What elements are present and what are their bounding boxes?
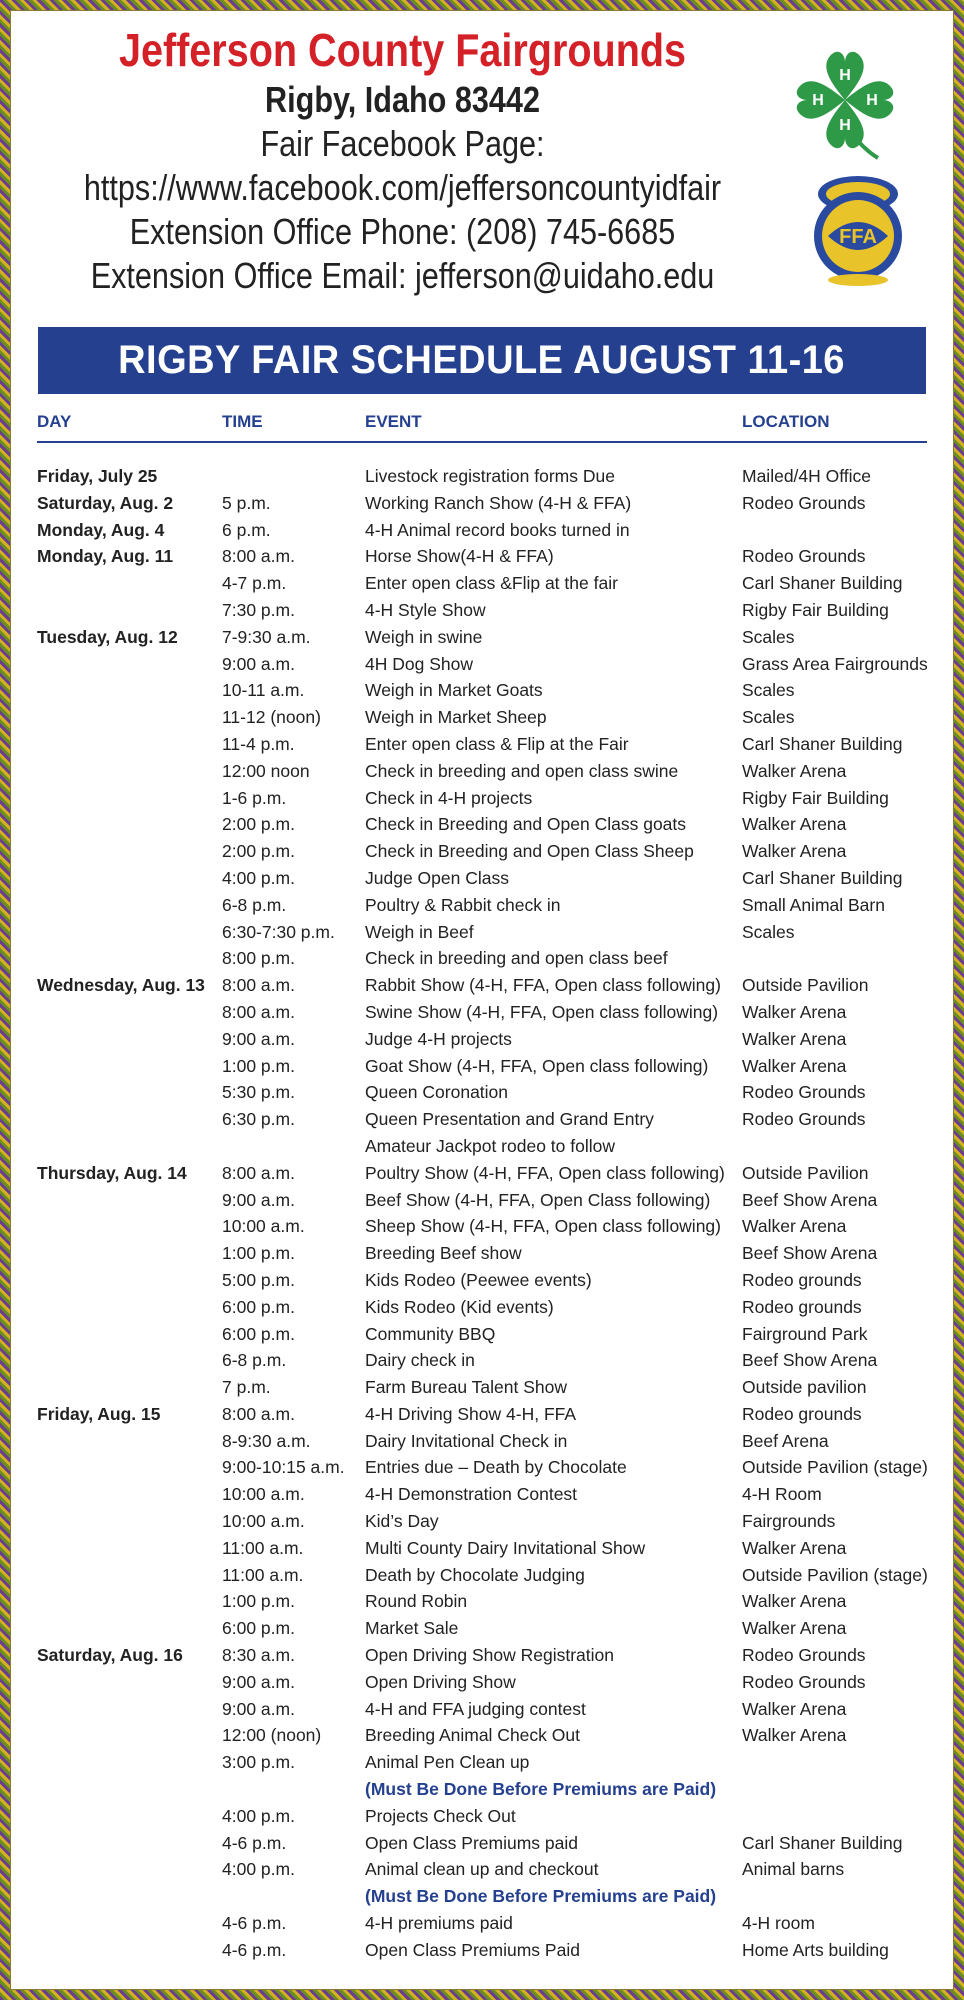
event-cell: Market Sale — [365, 1618, 459, 1639]
location-cell: Scales — [742, 626, 795, 647]
event-cell: Queen Presentation and Grand Entry — [365, 1109, 654, 1130]
time-cell: 2:00 p.m. — [222, 814, 295, 835]
schedule-row — [0, 1589, 964, 1616]
time-cell: 6:30 p.m. — [222, 1109, 295, 1130]
column-header-time: TIME — [222, 412, 263, 431]
location-cell: Outside Pavilion — [742, 975, 869, 996]
time-cell: 6:30-7:30 p.m. — [222, 921, 335, 942]
location-cell: Outside Pavilion (stage) — [742, 1564, 928, 1585]
schedule-row — [0, 1509, 964, 1536]
event-cell: Sheep Show (4-H, FFA, Open class following) — [365, 1216, 721, 1237]
event-cell: Check in breeding and open class swine — [365, 760, 679, 781]
time-cell: 9:00 a.m. — [222, 653, 295, 674]
banner-title: RIGBY FAIR SCHEDULE AUGUST 11-16 — [118, 338, 846, 382]
location-cell: Walker Arena — [742, 1618, 847, 1639]
header — [20, 22, 785, 298]
event-cell: Community BBQ — [365, 1323, 496, 1344]
schedule-row — [0, 1697, 964, 1724]
time-cell: 8-9:30 a.m. — [222, 1430, 311, 1451]
event-cell: Kids Rodeo (Kid events) — [365, 1296, 554, 1317]
schedule-row — [0, 1911, 964, 1938]
schedule-row — [0, 1295, 964, 1322]
location-cell: Walker Arena — [742, 760, 847, 781]
time-cell: 4-6 p.m. — [222, 1939, 287, 1960]
time-cell: 8:00 a.m. — [222, 975, 295, 996]
event-cell: Entries due – Death by Chocolate — [365, 1457, 627, 1478]
location-cell: Walker Arena — [742, 841, 847, 862]
time-cell: 4-6 p.m. — [222, 1832, 287, 1853]
schedule-row — [0, 1455, 964, 1482]
column-header-day: DAY — [37, 412, 72, 431]
fourh-letter-right: H — [866, 92, 878, 109]
location-cell: Mailed/4H Office — [742, 466, 872, 486]
schedule-row — [0, 1750, 964, 1777]
schedule-row — [0, 1429, 964, 1456]
phone-line: Extension Office Phone: (208) 745-6685 — [129, 211, 676, 252]
location-cell: Walker Arena — [742, 1537, 847, 1558]
event-cell: 4-H Driving Show 4-H, FFA — [365, 1403, 577, 1424]
location-cell: Beef Show Arena — [742, 1350, 878, 1371]
location-cell: Beef Show Arena — [742, 1189, 878, 1210]
location-cell: Walker Arena — [742, 1698, 847, 1719]
location-cell: Walker Arena — [742, 814, 847, 835]
location-cell: Fairgrounds — [742, 1511, 836, 1532]
time-cell: 10:00 a.m. — [222, 1216, 305, 1237]
event-cell: 4-H Demonstration Contest — [365, 1484, 578, 1505]
schedule-row — [0, 1107, 964, 1134]
time-cell: 2:00 p.m. — [222, 841, 295, 862]
time-cell: 9:00 a.m. — [222, 1028, 295, 1049]
schedule-row — [0, 839, 964, 866]
event-cell: Beef Show (4-H, FFA, Open Class following) — [365, 1189, 711, 1210]
facebook-label: Fair Facebook Page: — [260, 123, 545, 164]
event-cell: Weigh in Market Sheep — [365, 707, 547, 728]
location-cell: Rigby Fair Building — [742, 787, 889, 808]
time-cell: 11-4 p.m. — [222, 733, 295, 754]
event-cell: (Must Be Done Before Premiums are Paid) — [365, 1886, 717, 1907]
time-cell: 5:00 p.m. — [222, 1269, 295, 1290]
fourh-letter-bottom: H — [839, 117, 851, 134]
event-cell: Animal clean up and checkout — [365, 1859, 599, 1880]
day-cell: Monday, Aug. 11 — [37, 546, 174, 567]
location-cell: Outside Pavilion — [742, 1162, 869, 1183]
location-cell: Scales — [742, 921, 795, 942]
location-cell: Scales — [742, 680, 795, 701]
time-cell: 4:00 p.m. — [222, 1859, 295, 1880]
schedule-row — [0, 1670, 964, 1697]
event-cell: Working Ranch Show (4-H & FFA) — [365, 492, 632, 513]
time-cell: 6-8 p.m. — [222, 1350, 287, 1371]
day-cell: Friday, July 25 — [37, 466, 158, 486]
time-cell: 1:00 p.m. — [222, 1591, 295, 1612]
schedule-row — [0, 1375, 964, 1402]
schedule-row — [0, 491, 964, 518]
location-cell: Walker Arena — [742, 1216, 847, 1237]
location-cell: Carl Shaner Building — [742, 733, 903, 754]
schedule-row — [0, 1027, 964, 1054]
time-cell: 6:00 p.m. — [222, 1618, 295, 1639]
schedule-row — [0, 464, 964, 491]
header-rule — [37, 441, 927, 443]
time-cell: 6:00 p.m. — [222, 1296, 295, 1317]
event-cell: 4-H Animal record books turned in — [365, 519, 630, 540]
time-cell: 7:30 p.m. — [222, 599, 295, 620]
schedule-row — [0, 625, 964, 652]
location-cell: Walker Arena — [742, 1028, 847, 1049]
schedule-row — [0, 705, 964, 732]
city-line: Rigby, Idaho 83442 — [265, 79, 540, 120]
schedule-row — [0, 1161, 964, 1188]
event-cell: Open Driving Show — [365, 1671, 516, 1692]
time-cell: 4:00 p.m. — [222, 1805, 295, 1826]
schedule-row — [0, 652, 964, 679]
event-cell: Judge Open Class — [365, 867, 509, 888]
time-cell: 12:00 (noon) — [222, 1725, 322, 1746]
event-cell: Judge 4-H projects — [365, 1028, 512, 1049]
time-cell: 8:00 p.m. — [222, 948, 295, 969]
time-cell: 8:00 a.m. — [222, 1162, 295, 1183]
schedule-row — [0, 1482, 964, 1509]
schedule-row — [0, 544, 964, 571]
day-cell: Friday, Aug. 15 — [37, 1403, 161, 1424]
location-cell: Walker Arena — [742, 1001, 847, 1022]
event-cell: Poultry Show (4-H, FFA, Open class following) — [365, 1162, 725, 1183]
time-cell: 4-6 p.m. — [222, 1913, 287, 1934]
schedule-row — [0, 893, 964, 920]
time-cell: 11:00 a.m. — [222, 1564, 304, 1585]
time-cell: 3:00 p.m. — [222, 1752, 295, 1773]
time-cell: 9:00-10:15 a.m. — [222, 1457, 345, 1478]
time-cell: 8:30 a.m. — [222, 1645, 295, 1666]
event-cell: Kids Rodeo (Peewee events) — [365, 1269, 592, 1290]
event-cell: Death by Chocolate Judging — [365, 1564, 585, 1585]
location-cell: Rodeo Grounds — [742, 546, 866, 567]
schedule-row — [0, 1723, 964, 1750]
event-cell: (Must Be Done Before Premiums are Paid) — [365, 1779, 717, 1800]
location-cell: Walker Arena — [742, 1055, 847, 1076]
time-cell: 6-8 p.m. — [222, 894, 287, 915]
time-cell: 8:00 a.m. — [222, 1403, 295, 1424]
schedule-row — [0, 1884, 964, 1911]
location-cell: Beef Arena — [742, 1430, 829, 1451]
event-cell: Breeding Beef show — [365, 1243, 522, 1264]
fourh-letter-left: H — [812, 92, 824, 109]
schedule-row — [0, 678, 964, 705]
time-cell: 4:00 p.m. — [222, 867, 295, 888]
day-cell: Wednesday, Aug. 13 — [37, 975, 205, 996]
time-cell: 5 p.m. — [222, 492, 271, 513]
location-cell: Carl Shaner Building — [742, 867, 903, 888]
location-cell: Rodeo grounds — [742, 1296, 862, 1317]
schedule-row — [0, 571, 964, 598]
column-header-event: EVENT — [365, 412, 422, 431]
ffa-emblem-icon — [808, 168, 908, 290]
schedule-row — [0, 1616, 964, 1643]
location-cell: Outside Pavilion (stage) — [742, 1457, 928, 1478]
time-cell: 1-6 p.m. — [222, 787, 287, 808]
schedule-row — [0, 1831, 964, 1858]
schedule-row — [0, 1268, 964, 1295]
event-cell: Dairy check in — [365, 1350, 475, 1371]
event-cell: Amateur Jackpot rodeo to follow — [365, 1135, 615, 1156]
location-cell: Walker Arena — [742, 1591, 847, 1612]
day-cell: Monday, Aug. 4 — [37, 519, 165, 540]
schedule-row — [0, 1857, 964, 1884]
location-cell: Rodeo grounds — [742, 1269, 862, 1290]
event-cell: 4H Dog Show — [365, 653, 473, 674]
event-cell: Enter open class &Flip at the fair — [365, 573, 618, 594]
time-cell: 1:00 p.m. — [222, 1055, 295, 1076]
time-cell: 9:00 a.m. — [222, 1189, 295, 1210]
schedule-row — [0, 1348, 964, 1375]
location-cell: Fairground Park — [742, 1323, 868, 1344]
four-h-clover-icon — [790, 44, 900, 162]
time-cell: 10:00 a.m. — [222, 1484, 305, 1505]
location-cell: Carl Shaner Building — [742, 1832, 903, 1853]
event-cell: Livestock registration forms Due — [365, 466, 615, 486]
time-cell: 5:30 p.m. — [222, 1082, 295, 1103]
event-cell: Check in Breeding and Open Class goats — [365, 814, 687, 835]
location-cell: Rodeo Grounds — [742, 1082, 866, 1103]
schedule-row — [0, 1188, 964, 1215]
event-cell: Enter open class & Flip at the Fair — [365, 733, 629, 754]
location-cell: Rodeo Grounds — [742, 1645, 866, 1666]
location-cell: Home Arts building — [742, 1939, 889, 1960]
location-cell: Walker Arena — [742, 1725, 847, 1746]
location-cell: Rodeo Grounds — [742, 1671, 866, 1692]
schedule-row — [0, 518, 964, 545]
event-cell: Check in Breeding and Open Class Sheep — [365, 841, 694, 862]
schedule-row — [0, 1000, 964, 1027]
event-cell: Check in 4-H projects — [365, 787, 533, 808]
schedule-row — [0, 1134, 964, 1161]
schedule-row — [0, 598, 964, 625]
event-cell: 4-H and FFA judging contest — [365, 1698, 586, 1719]
event-cell: Open Class Premiums paid — [365, 1832, 578, 1853]
schedule-row — [0, 1402, 964, 1429]
schedule-row — [0, 1804, 964, 1831]
event-cell: 4-H Style Show — [365, 599, 486, 620]
day-cell: Tuesday, Aug. 12 — [37, 626, 178, 647]
time-cell: 12:00 noon — [222, 760, 310, 781]
fourh-letter-top: H — [839, 67, 851, 84]
event-cell: Goat Show (4-H, FFA, Open class following) — [365, 1055, 709, 1076]
location-cell: Rodeo Grounds — [742, 1109, 866, 1130]
schedule-row — [0, 866, 964, 893]
event-cell: Rabbit Show (4-H, FFA, Open class following) — [365, 975, 721, 996]
event-cell: Round Robin — [365, 1591, 468, 1612]
day-cell: Saturday, Aug. 2 — [37, 492, 174, 513]
location-cell: 4-H Room — [742, 1484, 822, 1505]
location-cell: Animal barns — [742, 1859, 845, 1880]
event-cell: Weigh in swine — [365, 626, 483, 647]
time-cell: 10:00 a.m. — [222, 1511, 305, 1532]
event-cell: Swine Show (4-H, FFA, Open class following) — [365, 1001, 719, 1022]
schedule-row — [0, 920, 964, 947]
location-cell: 4-H room — [742, 1913, 815, 1934]
email-line[interactable]: Extension Office Email: jefferson@uidaho.edu — [90, 255, 715, 296]
schedule-row — [0, 1938, 964, 1965]
schedule-banner — [38, 327, 926, 394]
time-cell: 7-9:30 a.m. — [222, 626, 311, 647]
schedule-row — [0, 1536, 964, 1563]
schedule-row — [0, 1563, 964, 1590]
facebook-url[interactable]: https://www.facebook.com/jeffersoncountyidfair — [83, 167, 722, 208]
time-cell: 9:00 a.m. — [222, 1698, 295, 1719]
day-cell: Saturday, Aug. 16 — [37, 1645, 183, 1666]
event-cell: Dairy Invitational Check in — [365, 1430, 568, 1451]
time-cell: 11:00 a.m. — [222, 1537, 304, 1558]
time-cell: 6:00 p.m. — [222, 1323, 295, 1344]
schedule-row — [0, 1054, 964, 1081]
time-cell: 7 p.m. — [222, 1377, 271, 1398]
location-cell: Scales — [742, 707, 795, 728]
location-cell: Rodeo Grounds — [742, 492, 866, 513]
ffa-text: FFA — [839, 226, 877, 248]
event-cell: Horse Show(4-H & FFA) — [365, 546, 554, 567]
schedule-row — [0, 759, 964, 786]
schedule-row — [0, 1080, 964, 1107]
location-cell: Small Animal Barn — [742, 894, 885, 915]
time-cell: 9:00 a.m. — [222, 1671, 295, 1692]
time-cell: 6 p.m. — [222, 519, 271, 540]
event-cell: 4-H premiums paid — [365, 1913, 513, 1934]
location-cell: Beef Show Arena — [742, 1243, 878, 1264]
location-cell: Rigby Fair Building — [742, 599, 889, 620]
event-cell: Open Driving Show Registration — [365, 1645, 615, 1666]
schedule-row — [0, 1241, 964, 1268]
event-cell: Kid’s Day — [365, 1511, 439, 1532]
time-cell: 4-7 p.m. — [222, 573, 287, 594]
location-cell: Carl Shaner Building — [742, 573, 903, 594]
schedule-row — [0, 1322, 964, 1349]
event-cell: Farm Bureau Talent Show — [365, 1377, 568, 1398]
event-cell: Animal Pen Clean up — [365, 1752, 530, 1773]
location-cell: Outside pavilion — [742, 1377, 867, 1398]
time-cell: 8:00 a.m. — [222, 1001, 295, 1022]
location-cell: Rodeo grounds — [742, 1403, 862, 1424]
event-cell: Open Class Premiums Paid — [365, 1939, 580, 1960]
event-cell: Queen Coronation — [365, 1082, 509, 1103]
time-cell: 1:00 p.m. — [222, 1243, 295, 1264]
time-cell: 10-11 a.m. — [222, 680, 305, 701]
column-header-location: LOCATION — [742, 412, 830, 431]
event-cell: Multi County Dairy Invitational Show — [365, 1537, 646, 1558]
schedule-row — [0, 973, 964, 1000]
schedule-table — [0, 464, 964, 1965]
event-cell: Weigh in Market Goats — [365, 680, 543, 701]
schedule-row — [0, 812, 964, 839]
schedule-row — [0, 732, 964, 759]
event-cell: Breeding Animal Check Out — [365, 1725, 580, 1746]
schedule-row — [0, 786, 964, 813]
schedule-row — [0, 1214, 964, 1241]
schedule-row — [0, 1643, 964, 1670]
schedule-row — [0, 946, 964, 973]
event-cell: Weigh in Beef — [365, 921, 474, 942]
page-title: Jefferson County Fairgrounds — [118, 24, 687, 76]
event-cell: Check in breeding and open class beef — [365, 948, 668, 969]
day-cell: Thursday, Aug. 14 — [37, 1162, 187, 1183]
location-cell: Grass Area Fairgrounds — [742, 653, 928, 674]
event-cell: Poultry & Rabbit check in — [365, 894, 561, 915]
event-cell: Projects Check Out — [365, 1805, 516, 1826]
schedule-row — [0, 1777, 964, 1804]
time-cell: 8:00 a.m. — [222, 546, 295, 567]
time-cell: 11-12 (noon) — [222, 707, 321, 728]
